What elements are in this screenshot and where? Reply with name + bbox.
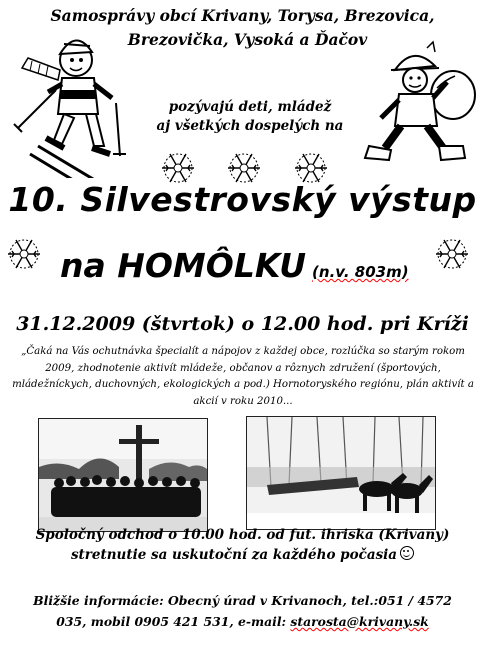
invite-line-2: aj všetkých dospelých na [156,118,344,134]
destination-name: na HOMÔLKU [60,246,307,285]
event-title: 10. Silvestrovský výstup [8,180,477,219]
header-line-1: Samosprávy obcí Krivany, Torysa, Brezovica, [50,6,435,25]
horses-photo [246,416,436,530]
departure-line-1: Spoločný odchod o 10.00 hod. od fut. ihriska (Krivany) [35,527,450,543]
contact-line-2: 035, mobil 0905 421 531, e-mail: starosta@krivany.sk [56,614,429,629]
event-title-destination [60,246,409,292]
email-link[interactable]: starosta@krivany.sk [290,614,429,629]
invite-line-1: pozývajú deti, mládež [168,99,332,115]
invite-text [105,98,395,136]
group-photo [38,418,208,532]
altitude: (n.v. 803m) [312,263,409,281]
event-description: „Čaká na Vás ochutnávka špecialít a nápojov z každej obce, rozlúčka so starým rokom 2009, zhodnotenie aktivít mládeže, občanov a rôznych združení (športových, mládežníckych, duchovných, ekologických a pod.) Hornotoryského regiónu, plán aktivít a akcií v roku 2010... [12,346,474,407]
event-date-place: 31.12.2009 (štvrtok) o 12.00 hod. pri Kríži [16,313,469,335]
smiley-icon [400,546,414,560]
contact-line-1: Bližšie informácie: Obecný úrad v Krivanoch, tel.:051 / 4572 [33,593,452,608]
header-line-2: Brezovička, Vysoká a Ďačov [127,30,368,49]
departure-line-2: stretnutie sa uskutoční za každého počasia [0,545,485,565]
snowflake-icon [6,236,42,272]
snowflake-icon [434,236,470,272]
departure-info [0,525,485,565]
contact-info [0,590,485,632]
